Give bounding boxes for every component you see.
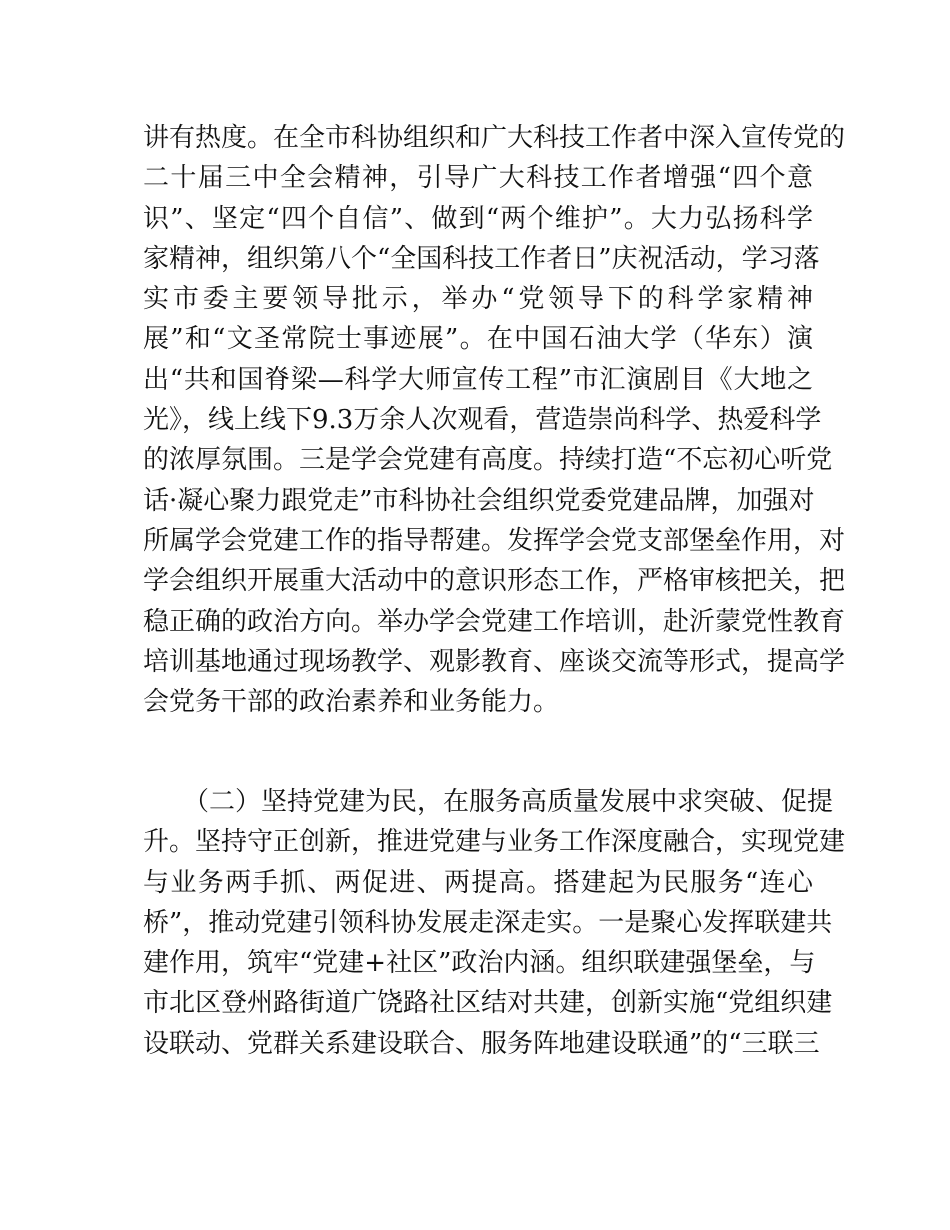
text-line: 设联动、党群关系建设联合、服务阵地建设联通”的“三联三	[143, 1028, 820, 1059]
text-line: 二十届三中全会精神，引导广大科技工作者增强“四个意	[143, 163, 813, 194]
text-line-indented: （二）坚持党建为民，在服务高质量发展中求突破、促提	[183, 787, 834, 817]
text-line: 培训基地通过现场教学、观影教育、座谈交流等形式，提高学	[143, 646, 846, 677]
text-line: 稳正确的政治方向。举办学会党建工作培训，赴沂蒙党性教育	[143, 606, 846, 637]
text-line: 学会组织开展重大活动中的意识形态工作，严格审核把关，把	[143, 566, 846, 597]
text-line: 的浓厚氛围。三是学会党建有高度。持续打造“不忘初心听党	[143, 445, 833, 476]
text-line: 市北区登州路街道广饶路社区结对共建，创新实施“党组织建	[143, 988, 833, 1019]
text-line: 所属学会党建工作的指导帮建。发挥学会党支部堡垒作用，对	[143, 525, 846, 556]
text-line: 出“共和国脊梁—科学大师宣传工程”市汇演剧目《大地之	[143, 364, 813, 395]
text-line: 会党务干部的政治素养和业务能力。	[143, 687, 560, 718]
text-line: 建作用，筑牢“党建+社区”政治内涵。组织联建强堡垒，与	[143, 948, 816, 979]
paragraph-party-building-publicity	[143, 118, 846, 722]
text-line: 讲有热度。在全市科协组织和广大科技工作者中深入宣传党的	[143, 123, 846, 153]
text-line: 与业务两手抓、两促进、两提高。搭建起为民服务“连心	[143, 867, 813, 898]
text-line: 识”、坚定“四个自信”、做到“两个维护”。大力弘扬科学	[143, 203, 813, 234]
text-line: 桥”，推动党建引领科协发展走深走实。一是聚心发挥联建共	[143, 907, 833, 938]
text-line: 展”和“文圣常院士事迹展”。在中国石油大学（华东）演	[143, 324, 813, 355]
text-line: 话·凝心聚力跟党走”市科协社会组织党委党建品牌，加强对	[143, 485, 815, 516]
paragraph-section-two	[143, 782, 846, 1064]
text-line: 实市委主要领导批示，举办“党领导下的科学家精神	[143, 284, 813, 315]
text-line: 光》，线上线下9.3万余人次观看，营造崇尚科学、热爱科学	[143, 405, 822, 436]
text-line: 升。坚持守正创新，推进党建与业务工作深度融合，实现党建	[143, 827, 846, 858]
text-line: 家精神，组织第八个“全国科技工作者日”庆祝活动，学习落	[143, 243, 820, 274]
